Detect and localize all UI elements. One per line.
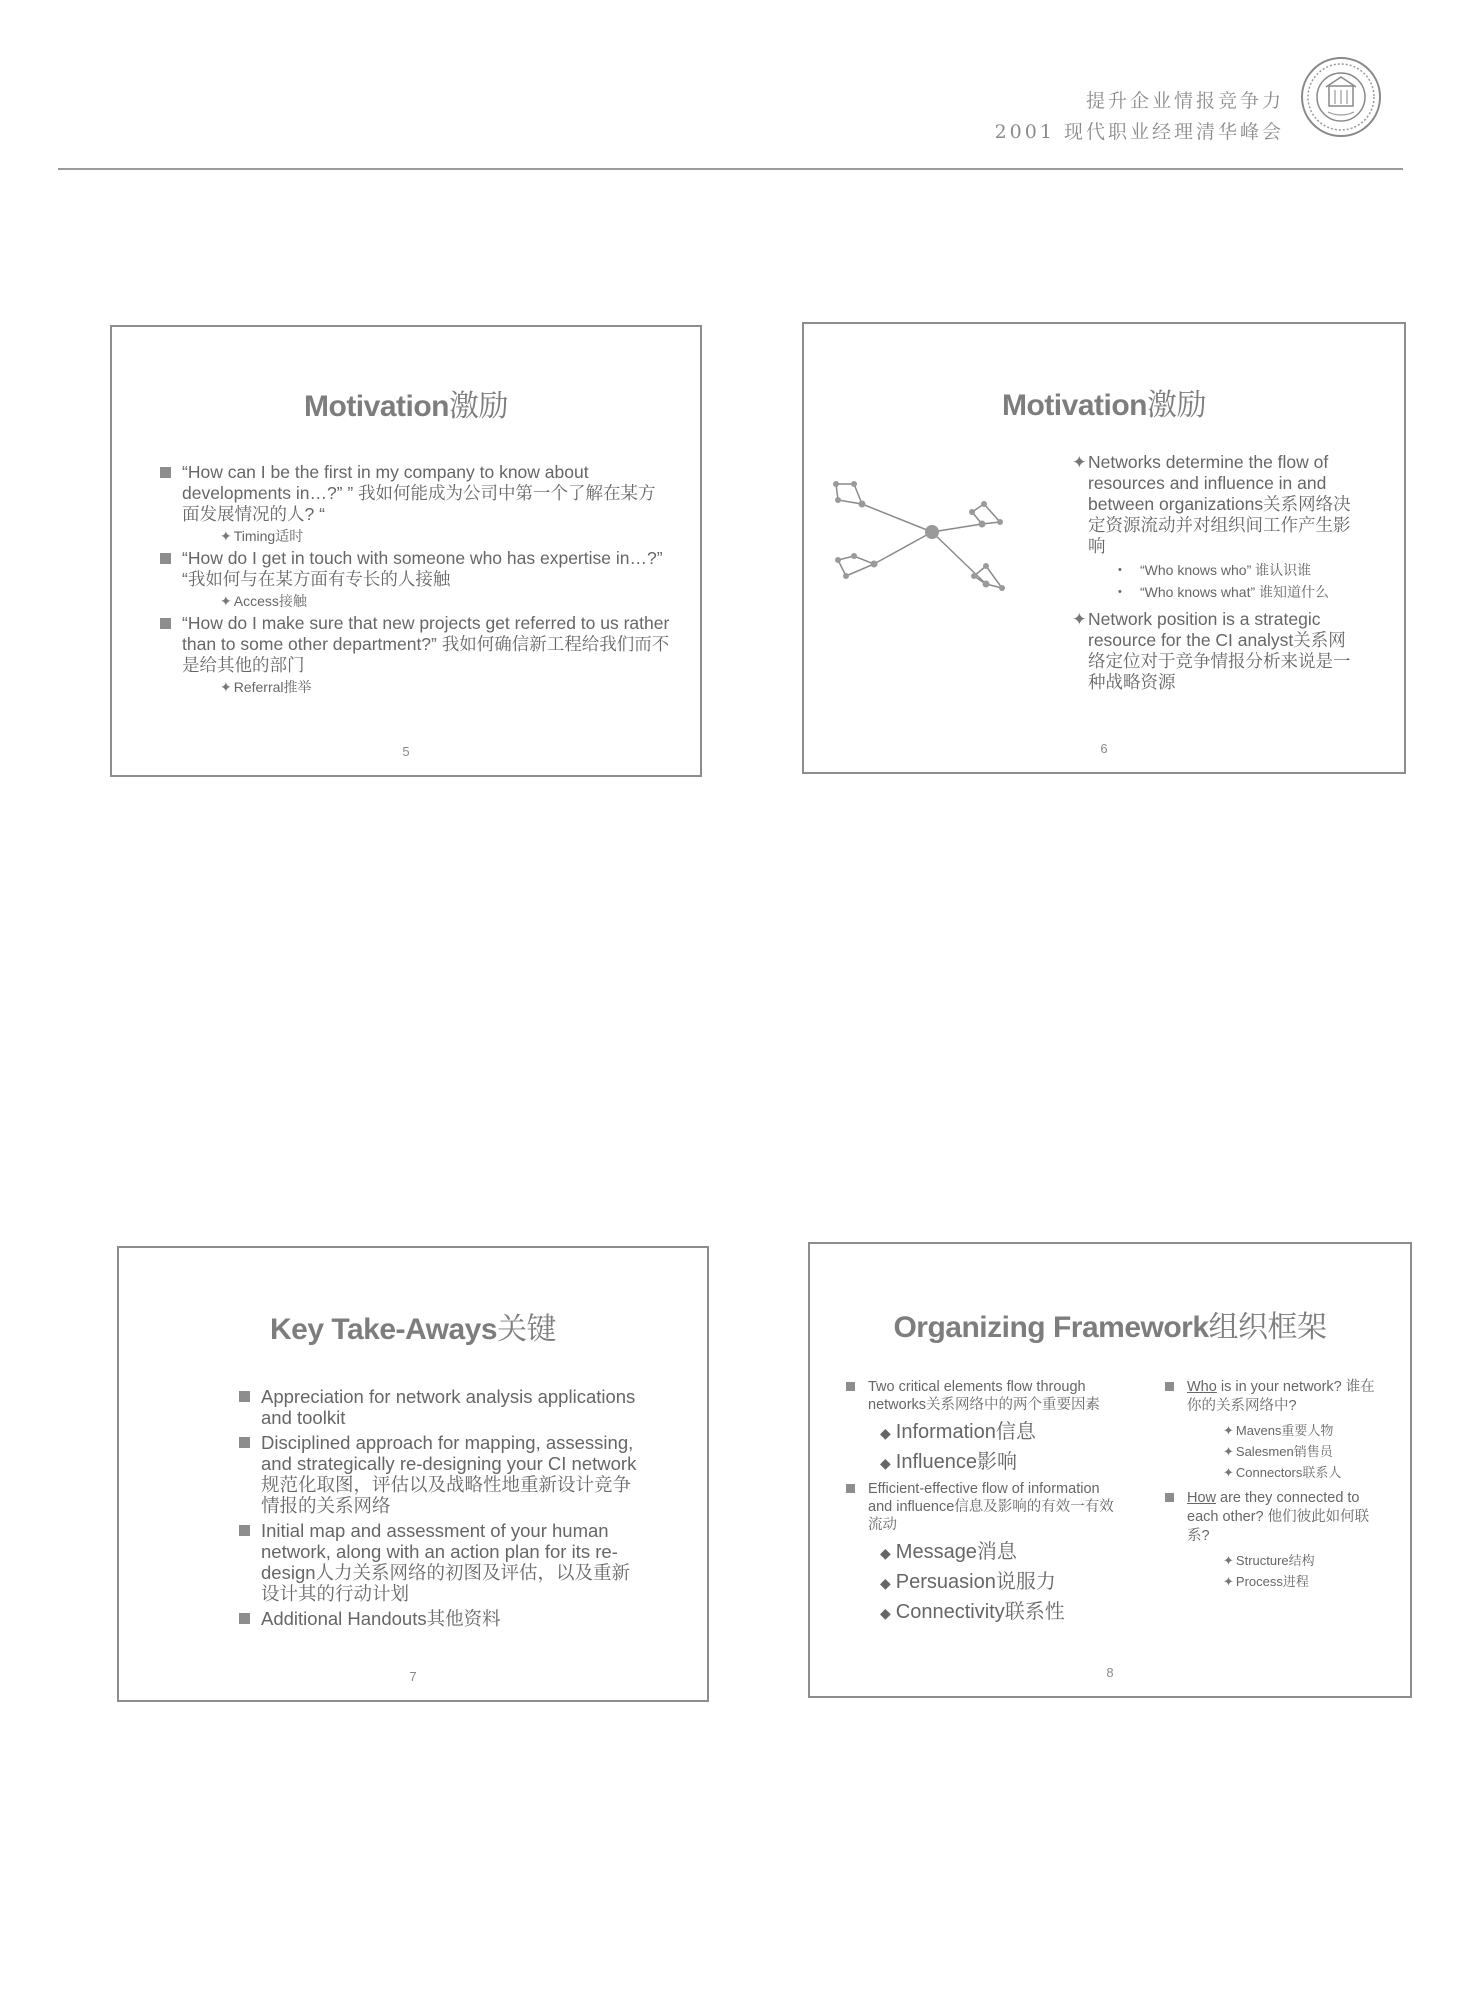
sub-bullet-text: Influence影响 <box>895 1451 1017 1473</box>
bullet-text: Disciplined approach for mapping, assessing, and strategically re-designing your CI network规范化取图，评估以及战略性地重新设计竞争情报的关系网络 <box>261 1432 637 1516</box>
list-item: ✦ Mavens重要人物 <box>1223 1423 1334 1438</box>
list-item: ✦ Network position is a strategic resource for the CI analyst关系网络定位对于竞争情报分析来说是一种战略资源 <box>1072 609 1351 692</box>
bullet-text: Network position is a strategic resource for the CI analyst关系网络定位对于竞争情报分析来说是一种战略资源 <box>1088 609 1351 692</box>
sub-bullet-text: Mavens重要人物 <box>1235 1423 1334 1438</box>
list-item <box>239 1520 639 1604</box>
list-item: ◆ Connectivity联系性 <box>880 1601 1065 1623</box>
document-header <box>995 86 1284 148</box>
bullet-text: are they connected to each other? 他们彼此如何联系? <box>1187 1490 1370 1544</box>
sub-bullet-text: Message消息 <box>895 1541 1017 1563</box>
bullet-text: “How can I be the first in my company to know about developments in…?” ” 我如何能成为公司中第一个了解在某方面发展情况的人? “ <box>182 462 656 524</box>
sub-bullet-text: Timing适时 <box>233 528 304 544</box>
right-column <box>1165 1378 1375 1592</box>
bullet-text: Additional Handouts其他资料 <box>261 1608 501 1629</box>
list-item: “How do I get in touch with someone who has expertise in…?” “我如何与在某方面有专长的人接触 ✦ Access接触 <box>160 548 670 611</box>
header-divider <box>58 168 1403 170</box>
slide-6 <box>802 322 1406 774</box>
list-item: “How do I make sure that new projects get referred to us rather than to some other department?” 我如何确信新工程给我们而不是给其他的部门 ✦ Referral推举 <box>160 613 670 697</box>
sub-bullet-text: Process进程 <box>1235 1574 1309 1589</box>
slide-number: 5 <box>402 744 410 759</box>
slide-title-zh: 关键 <box>497 1313 557 1346</box>
slide-number: 8 <box>1106 1665 1114 1680</box>
slide-7 <box>117 1246 709 1702</box>
slide-title <box>119 1304 707 1348</box>
list-item <box>1165 1378 1375 1416</box>
slide-title <box>112 381 700 425</box>
bullet-text: Networks determine the flow of resources and influence in and between organizations关系网络决定资源流动并对组织间工作产生影响 <box>1088 452 1351 556</box>
list-item <box>1165 1489 1375 1546</box>
list-item: “How can I be the first in my company to know about developments in…?” ” 我如何能成为公司中第一个了解在某方面发展情况的人? “ ✦ Timing适时 <box>160 462 670 546</box>
sub-bullet-text: Persuasion说服力 <box>895 1571 1056 1593</box>
header-line-2: 2001 现代职业经理清华峰会 <box>994 121 1284 143</box>
underlined-word: How <box>1187 1490 1217 1506</box>
slide-number: 6 <box>1100 741 1108 756</box>
bullet-text: Two critical elements flow through networks关系网络中的两个重要因素 <box>868 1379 1101 1413</box>
list-item <box>846 1378 1116 1414</box>
list-item: ✦ Connectors联系人 <box>1223 1465 1342 1480</box>
header-line-1: 提升企业情报竞争力 <box>1085 90 1284 112</box>
slide-number: 7 <box>409 1669 417 1684</box>
sub-bullet-text: Access接触 <box>233 593 307 609</box>
slide-title-zh: 组织框架 <box>1208 1311 1327 1344</box>
bullet-text: Appreciation for network analysis applications and toolkit <box>261 1386 636 1428</box>
list-item: ◆ Influence影响 <box>880 1451 1017 1473</box>
bullet-text: Initial map and assessment of your human network, along with an action plan for its re-design人力关系网络的初图及评估，以及重新设计其的行动计划 <box>261 1520 631 1604</box>
list-item <box>239 1432 639 1516</box>
list-item: ✦ Structure结构 <box>1223 1553 1315 1568</box>
sub-bullet-text: • “Who knows who” 谁认识谁 <box>1118 559 1362 581</box>
sub-bullet-text: Structure结构 <box>1235 1553 1315 1568</box>
slide-5 <box>110 325 702 777</box>
slide-title-en: Key Take-Aways <box>269 1313 498 1346</box>
university-seal-icon <box>1300 56 1382 138</box>
slide-title-zh: 激励 <box>449 390 508 423</box>
slide-title <box>804 380 1404 424</box>
underlined-word: Who <box>1187 1379 1217 1395</box>
list-item <box>239 1386 639 1428</box>
sub-bullet-text: Salesmen销售员 <box>1235 1444 1333 1459</box>
network-diagram-icon <box>824 464 1034 604</box>
slide-title-en: Motivation <box>1002 389 1147 422</box>
slide-title-en: Organizing Framework <box>893 1311 1209 1344</box>
left-column <box>846 1378 1116 1628</box>
bullet-text: “How do I get in touch with someone who has expertise in…?” “我如何与在某方面有专长的人接触 <box>182 548 663 589</box>
slide-title-en: Motivation <box>304 390 449 423</box>
sub-bullet-text: Information信息 <box>895 1421 1036 1443</box>
list-item: ◆ Message消息 <box>880 1541 1017 1563</box>
list-item <box>846 1480 1116 1534</box>
bullet-text: “How do I make sure that new projects get referred to us rather than to some other department?” 我如何确信新工程给我们而不是给其他的部门 <box>182 613 670 675</box>
slide-8 <box>808 1242 1412 1698</box>
list-item: ◆ Persuasion说服力 <box>880 1571 1056 1593</box>
slide-title-zh: 激励 <box>1147 389 1206 422</box>
list-item <box>239 1608 639 1629</box>
bullet-text: is in your network? 谁在你的关系网络中? <box>1187 1379 1375 1414</box>
slide-title <box>810 1302 1410 1346</box>
list-item: ✦ Salesmen销售员 <box>1223 1444 1333 1459</box>
list-item: ✦ Process进程 <box>1223 1574 1309 1589</box>
sub-bullet-text: • “Who knows what” 谁知道什么 <box>1118 581 1362 603</box>
bullet-text: Efficient-effective flow of information and influence信息及影响的有效一有效流动 <box>868 1481 1114 1533</box>
sub-bullet-text: Connectivity联系性 <box>895 1601 1065 1623</box>
list-item: ✦ Networks determine the flow of resources and influence in and between organizations关系网络决定资源流动并对组织间工作产生影响 • “Who knows who” 谁认识谁 • “Who knows what” 谁知道什么 <box>1072 452 1362 603</box>
list-item: ◆ Information信息 <box>880 1421 1036 1443</box>
sub-bullet-text: Connectors联系人 <box>1235 1465 1342 1480</box>
sub-bullet-text: Referral推举 <box>233 679 312 695</box>
